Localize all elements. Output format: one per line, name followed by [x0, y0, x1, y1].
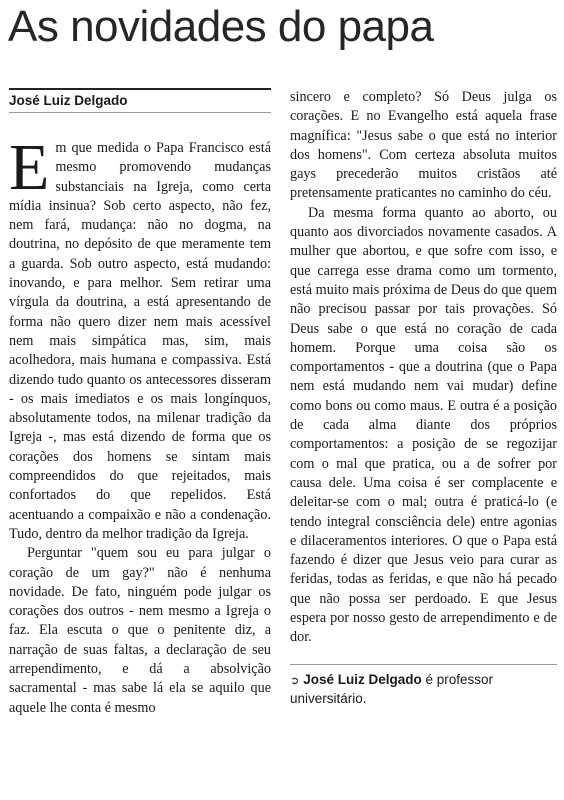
paragraph-2-start: Perguntar "quem sou eu para julgar o coração de um gay?" não é nenhuma novidade. De fato, ninguém pode julgar os corações dos outros - nem mesmo a Igreja o faz. Ela escuta o que o penitente diz, a narração de suas faltas, a declaração de seu arrependimento, e dá a absolvição sacramental - mas sabe lá ela se aquilo que aquele lhe conta é mesmo — [9, 545, 271, 716]
author-note-name: José Luiz Delgado — [303, 671, 422, 687]
paragraph-1 — [9, 131, 271, 544]
arrow-circle-icon: ➲ — [290, 674, 300, 687]
column-right — [290, 88, 557, 708]
author-note — [290, 664, 557, 708]
paragraph-3: Da mesma forma quanto ao aborto, ou quanto aos divorciados novamente casados. A mulher que abortou, e que sofre com isso, e que carrega esse drama como um tormento, está muito mais próxima de Deus do que quem não precisou passar por tais provações. Só Deus sabe o que está no coração de cada homem. Porque uma coisa são os comportamentos - que a doutrina (que o Papa nem está mudando nem vai mudar) define como bons ou como maus. E outra é a posição de cada alma diante dos próprios comportamentos: a posição de se regozijar com o mal que pratica, ou a de sofrer por causa dele. Uma coisa é ser complacente e deleitar-se com o mal; outra é praticá-lo (e tendo integral consciência dele) entre agonias e dilaceramentos interiores. O que o Papa está fazendo é dizer que Jesus veio para curar as feridas, todas as feridas, e que não há pecado que não possa ser perdoado. E que Jesus espera por nosso gesto de arrependimento e de dor. — [290, 204, 557, 646]
headline: As novidades do papa — [8, 2, 434, 51]
paragraph-2-continued: sincero e completo? Só Deus julga os corações. E no Evangelho está aquela frase magnífica: "Jesus sabe o que está no interior dos homens". Com certeza absoluta muitos gays precederão muitos cristãos até pretensamente praticantes no caminho do céu. — [290, 89, 557, 202]
author-note-text: é professor universitário. — [290, 671, 494, 706]
drop-cap: E — [9, 131, 50, 204]
column-left — [9, 88, 271, 718]
paragraph-1-text: m que medida o Papa Francisco está mesmo promovendo mudanças substanciais na Igreja, como certa mídia insinua? Sob certo aspecto, não fez, nem fará, mudança: não no dogma, na doutrina, no depósito de que meramente tem a guarda. Sob outro aspecto, está mudando: inovando, e para melhor. Sem retirar uma vírgula da doutrina, a está apresentando de forma não quero dizer nem mais acessível nem mais simpática mas, sim, mais acolhedora, mais humana e compassiva. Está dizendo tudo quanto os antecessores disseram - os mais imediatos e os mais longínquos, absolutamente todos, na milenar tradição da Igreja -, mas está dizendo de forma que os corações dos homens se sintam mais compreendidos do que rejeitados, mais confortados do que repelidos. Está acentuando a compaixão e não a condenação. Tudo, dentro da melhor tradição da Igreja. — [9, 140, 271, 542]
byline: José Luiz Delgado — [9, 88, 271, 113]
